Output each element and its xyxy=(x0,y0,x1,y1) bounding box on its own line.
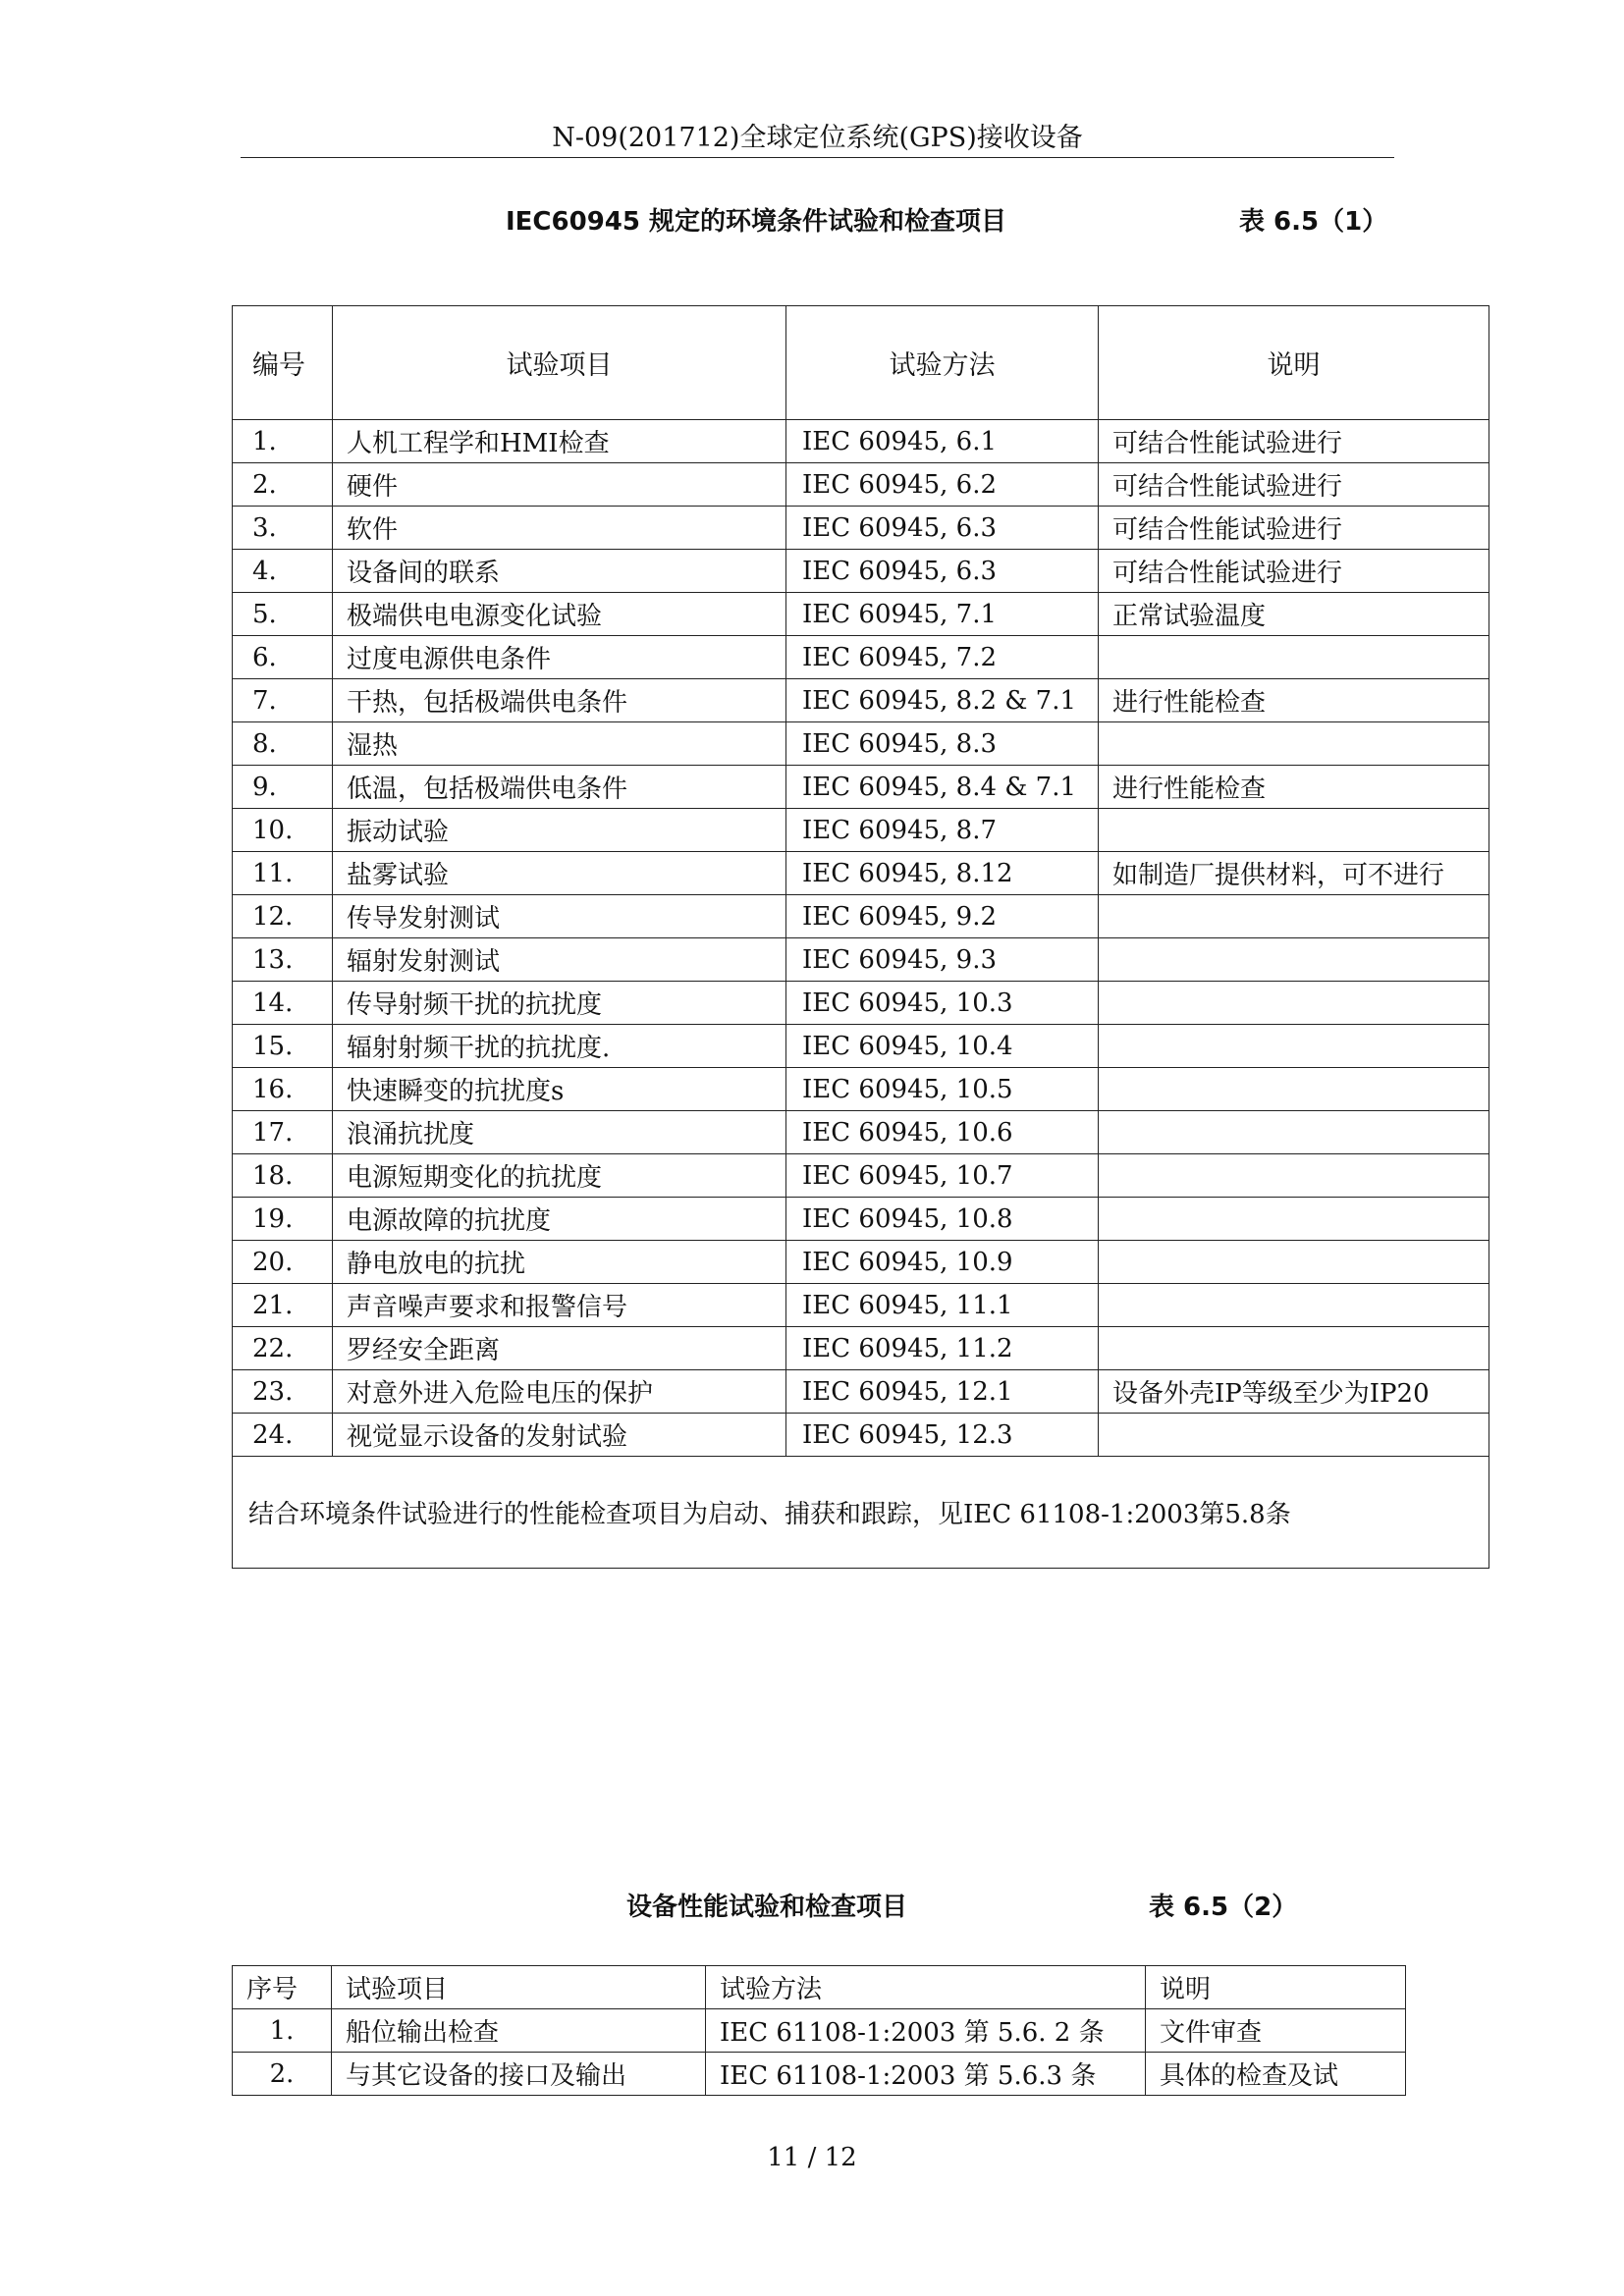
row-number: 7. xyxy=(233,679,333,722)
column-header: 编号 xyxy=(233,306,333,420)
remark xyxy=(1099,1025,1489,1068)
remark: 正常试验温度 xyxy=(1099,593,1489,636)
column-header: 试验项目 xyxy=(332,1966,706,2009)
table-row xyxy=(233,2053,1406,2096)
test-method: IEC 60945, 12.1 xyxy=(786,1370,1099,1414)
table2-label: 表 6.5（2） xyxy=(1149,1893,1298,1922)
test-method: IEC 60945, 8.2 & 7.1 xyxy=(786,679,1099,722)
test-method: IEC 60945, 9.3 xyxy=(786,938,1099,982)
running-header: N-09(201712)全球定位系统(GPS)接收设备 xyxy=(552,123,1083,153)
test-item: 与其它设备的接口及输出 xyxy=(332,2053,706,2096)
row-number: 2. xyxy=(233,2053,332,2096)
table-note-row xyxy=(233,1457,1489,1569)
table-row xyxy=(233,1068,1489,1111)
remark xyxy=(1099,809,1489,852)
test-item: 硬件 xyxy=(333,463,786,507)
remark xyxy=(1099,938,1489,982)
table-row xyxy=(233,507,1489,550)
row-number: 14. xyxy=(233,982,333,1025)
header-rule xyxy=(241,157,1394,158)
remark: 具体的检查及试 xyxy=(1146,2053,1406,2096)
row-number: 13. xyxy=(233,938,333,982)
test-item: 振动试验 xyxy=(333,809,786,852)
test-item: 干热，包括极端供电条件 xyxy=(333,679,786,722)
column-header: 说明 xyxy=(1099,306,1489,420)
row-number: 2. xyxy=(233,463,333,507)
remark xyxy=(1099,1414,1489,1457)
environmental-test-table xyxy=(232,305,1489,1569)
page-number: 11 / 12 xyxy=(767,2143,857,2172)
row-number: 11. xyxy=(233,852,333,895)
row-number: 10. xyxy=(233,809,333,852)
table1-caption: IEC60945 规定的环境条件试验和检查项目 xyxy=(506,207,1007,237)
table-row xyxy=(233,1370,1489,1414)
table-row xyxy=(233,809,1489,852)
remark xyxy=(1099,1284,1489,1327)
table-row xyxy=(233,2009,1406,2053)
test-method: IEC 60945, 10.4 xyxy=(786,1025,1099,1068)
table-row xyxy=(233,1241,1489,1284)
test-method: IEC 60945, 6.1 xyxy=(786,420,1099,463)
test-method: IEC 60945, 10.6 xyxy=(786,1111,1099,1154)
test-method: IEC 60945, 8.7 xyxy=(786,809,1099,852)
test-item: 软件 xyxy=(333,507,786,550)
remark: 进行性能检查 xyxy=(1099,679,1489,722)
test-method: IEC 60945, 8.12 xyxy=(786,852,1099,895)
table-row xyxy=(233,1025,1489,1068)
table-header-row xyxy=(233,1966,1406,2009)
row-number: 15. xyxy=(233,1025,333,1068)
table-row xyxy=(233,593,1489,636)
table-row xyxy=(233,766,1489,809)
test-method: IEC 60945, 10.8 xyxy=(786,1198,1099,1241)
test-method: IEC 60945, 10.7 xyxy=(786,1154,1099,1198)
row-number: 22. xyxy=(233,1327,333,1370)
column-header: 说明 xyxy=(1146,1966,1406,2009)
table-row xyxy=(233,982,1489,1025)
remark xyxy=(1099,895,1489,938)
test-item: 视觉显示设备的发射试验 xyxy=(333,1414,786,1457)
test-item: 对意外进入危险电压的保护 xyxy=(333,1370,786,1414)
test-item: 浪涌抗扰度 xyxy=(333,1111,786,1154)
remark: 设备外壳IP等级至少为IP20 xyxy=(1099,1370,1489,1414)
test-method: IEC 60945, 9.2 xyxy=(786,895,1099,938)
performance-test-table xyxy=(232,1965,1406,2096)
table-row xyxy=(233,420,1489,463)
row-number: 17. xyxy=(233,1111,333,1154)
table-header-row xyxy=(233,306,1489,420)
table-row xyxy=(233,550,1489,593)
remark: 文件审查 xyxy=(1146,2009,1406,2053)
table-row xyxy=(233,636,1489,679)
row-number: 21. xyxy=(233,1284,333,1327)
test-item: 盐雾试验 xyxy=(333,852,786,895)
row-number: 12. xyxy=(233,895,333,938)
remark xyxy=(1099,1241,1489,1284)
test-item: 传导发射测试 xyxy=(333,895,786,938)
row-number: 8. xyxy=(233,722,333,766)
row-number: 24. xyxy=(233,1414,333,1457)
remark xyxy=(1099,1068,1489,1111)
table-row xyxy=(233,1327,1489,1370)
column-header: 序号 xyxy=(233,1966,332,2009)
table-row xyxy=(233,1198,1489,1241)
test-item: 人机工程学和HMI检查 xyxy=(333,420,786,463)
row-number: 6. xyxy=(233,636,333,679)
table-note: 结合环境条件试验进行的性能检查项目为启动、捕获和跟踪，见IEC 61108-1:2003第5.8条 xyxy=(233,1457,1489,1569)
row-number: 9. xyxy=(233,766,333,809)
remark: 可结合性能试验进行 xyxy=(1099,507,1489,550)
remark: 可结合性能试验进行 xyxy=(1099,463,1489,507)
test-item: 声音噪声要求和报警信号 xyxy=(333,1284,786,1327)
row-number: 23. xyxy=(233,1370,333,1414)
row-number: 18. xyxy=(233,1154,333,1198)
remark xyxy=(1099,1327,1489,1370)
table-row xyxy=(233,895,1489,938)
test-item: 湿热 xyxy=(333,722,786,766)
test-method: IEC 60945, 8.4 & 7.1 xyxy=(786,766,1099,809)
table-row xyxy=(233,463,1489,507)
row-number: 3. xyxy=(233,507,333,550)
row-number: 1. xyxy=(233,2009,332,2053)
table-row xyxy=(233,938,1489,982)
row-number: 19. xyxy=(233,1198,333,1241)
test-item: 极端供电电源变化试验 xyxy=(333,593,786,636)
column-header: 试验方法 xyxy=(706,1966,1146,2009)
row-number: 5. xyxy=(233,593,333,636)
test-item: 设备间的联系 xyxy=(333,550,786,593)
table2-caption: 设备性能试验和检查项目 xyxy=(626,1893,908,1922)
table-row xyxy=(233,1284,1489,1327)
test-method: IEC 60945, 7.2 xyxy=(786,636,1099,679)
row-number: 1. xyxy=(233,420,333,463)
remark xyxy=(1099,636,1489,679)
remark: 进行性能检查 xyxy=(1099,766,1489,809)
remark xyxy=(1099,1154,1489,1198)
test-method: IEC 60945, 11.2 xyxy=(786,1327,1099,1370)
remark xyxy=(1099,1198,1489,1241)
remark: 可结合性能试验进行 xyxy=(1099,420,1489,463)
row-number: 16. xyxy=(233,1068,333,1111)
test-method: IEC 61108-1:2003 第 5.6.3 条 xyxy=(706,2053,1146,2096)
test-method: IEC 60945, 6.3 xyxy=(786,507,1099,550)
test-item: 快速瞬变的抗扰度s xyxy=(333,1068,786,1111)
test-item: 传导射频干扰的抗扰度 xyxy=(333,982,786,1025)
test-method: IEC 60945, 7.1 xyxy=(786,593,1099,636)
test-method: IEC 60945, 11.1 xyxy=(786,1284,1099,1327)
table-row xyxy=(233,1154,1489,1198)
remark xyxy=(1099,1111,1489,1154)
test-method: IEC 60945, 8.3 xyxy=(786,722,1099,766)
test-method: IEC 60945, 6.2 xyxy=(786,463,1099,507)
test-item: 静电放电的抗扰 xyxy=(333,1241,786,1284)
remark: 可结合性能试验进行 xyxy=(1099,550,1489,593)
test-method: IEC 60945, 6.3 xyxy=(786,550,1099,593)
table-row xyxy=(233,679,1489,722)
test-item: 辐射射频干扰的抗扰度. xyxy=(333,1025,786,1068)
remark: 如制造厂提供材料，可不进行 xyxy=(1099,852,1489,895)
table-row xyxy=(233,1414,1489,1457)
test-item: 船位输出检查 xyxy=(332,2009,706,2053)
test-item: 过度电源供电条件 xyxy=(333,636,786,679)
row-number: 4. xyxy=(233,550,333,593)
row-number: 20. xyxy=(233,1241,333,1284)
test-method: IEC 61108-1:2003 第 5.6. 2 条 xyxy=(706,2009,1146,2053)
test-method: IEC 60945, 10.3 xyxy=(786,982,1099,1025)
table-row xyxy=(233,1111,1489,1154)
table-row xyxy=(233,852,1489,895)
test-item: 电源短期变化的抗扰度 xyxy=(333,1154,786,1198)
table1-label: 表 6.5（1） xyxy=(1239,207,1388,237)
test-item: 辐射发射测试 xyxy=(333,938,786,982)
remark xyxy=(1099,722,1489,766)
test-item: 电源故障的抗扰度 xyxy=(333,1198,786,1241)
column-header: 试验项目 xyxy=(333,306,786,420)
remark xyxy=(1099,982,1489,1025)
column-header: 试验方法 xyxy=(786,306,1099,420)
table-row xyxy=(233,722,1489,766)
test-method: IEC 60945, 12.3 xyxy=(786,1414,1099,1457)
test-item: 低温，包括极端供电条件 xyxy=(333,766,786,809)
test-method: IEC 60945, 10.9 xyxy=(786,1241,1099,1284)
test-method: IEC 60945, 10.5 xyxy=(786,1068,1099,1111)
test-item: 罗经安全距离 xyxy=(333,1327,786,1370)
